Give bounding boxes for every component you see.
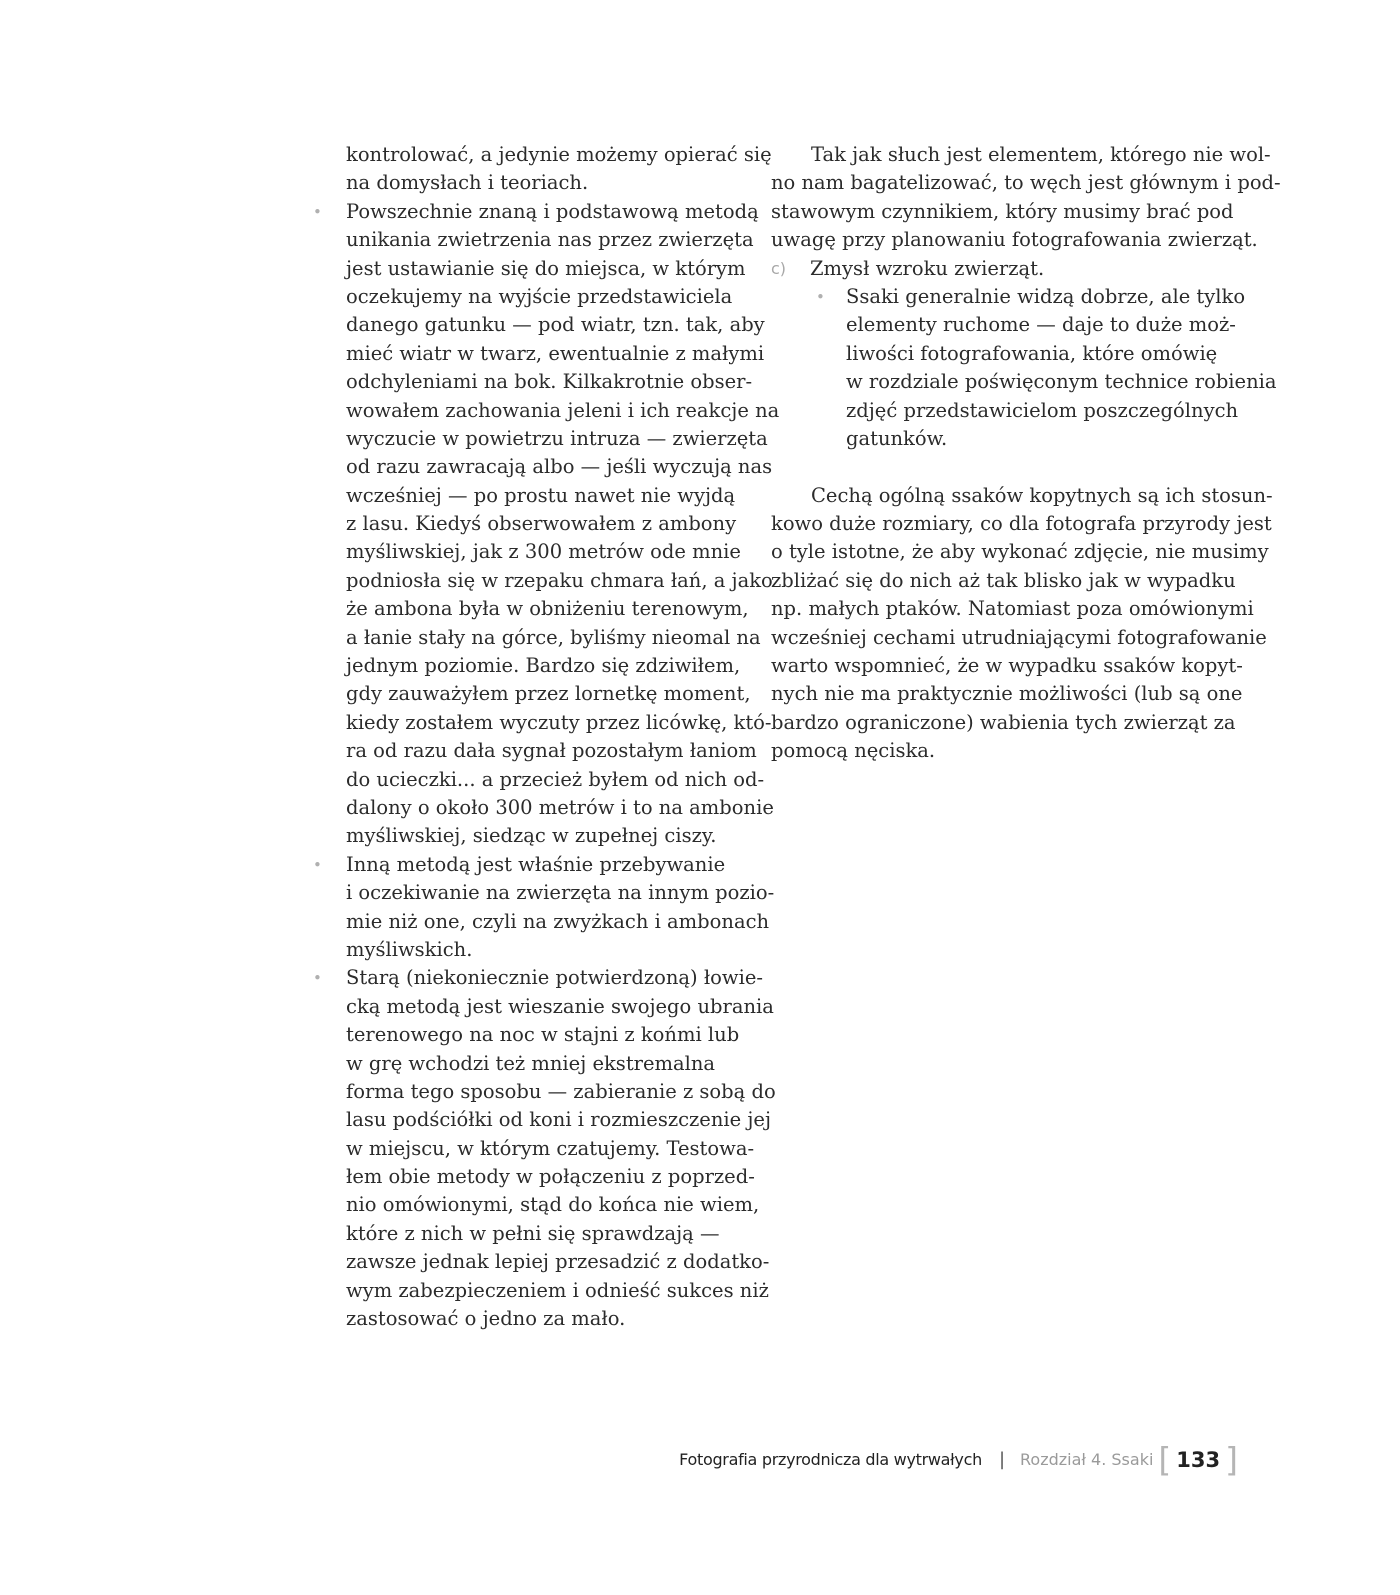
text-line: i oczekiwanie na zwierzęta na innym pozio- xyxy=(346,881,775,905)
text-line: z lasu. Kiedyś obserwowałem z ambony xyxy=(346,512,737,536)
bullet-item-2 xyxy=(313,851,775,965)
text-line: Ssaki generalnie widzą dobrze, ale tylko • xyxy=(771,283,1251,311)
text-line: nio omówionymi, stąd do końca nie wiem, xyxy=(346,1193,760,1217)
bullet-item-3 xyxy=(313,964,776,1333)
text-line: wyczucie w powietrzu intruza — zwierzęta xyxy=(346,426,768,450)
text-line: o tyle istotne, że aby wykonać zdjęcie, nie musimy xyxy=(771,540,1269,564)
text-line: np. małych ptaków. Natomiast poza omówionymi xyxy=(771,597,1254,621)
text-line: nych nie ma praktycznie możliwości (lub są one xyxy=(771,682,1243,706)
text-line: no nam bagatelizować, to węch jest głównym i pod- xyxy=(771,171,1281,195)
bullet-icon: • xyxy=(313,969,322,988)
text-line: pomocą nęciska. xyxy=(771,739,936,763)
text-line: kiedy zostałem wyczuty przez licówkę, któ- xyxy=(346,710,772,734)
sub-bullet-item xyxy=(771,283,1277,453)
text-line: stawowym czynnikiem, który musimy brać pod xyxy=(771,199,1234,223)
text-line: łem obie metody w połączeniu z poprzed- xyxy=(346,1165,755,1189)
page-footer xyxy=(679,1440,1243,1479)
text-line: na domysłach i teoriach. xyxy=(346,171,589,195)
list-item-c xyxy=(771,255,1251,283)
text-line: że ambona była w obniżeniu terenowym, xyxy=(346,597,749,621)
text-line: myśliwskiej, siedząc w zupełnej ciszy. xyxy=(346,824,717,848)
text-line: dalony o około 300 metrów i to na ambonie xyxy=(346,795,774,819)
text-line: liwości fotografowania, które omówię xyxy=(846,341,1218,365)
text-line: w rozdziale poświęconym technice robienia xyxy=(846,370,1277,394)
text-line: zawsze jednak lepiej przesadzić z dodatko- xyxy=(346,1250,770,1274)
text-line: unikania zwietrzenia nas przez zwierzęta xyxy=(346,228,754,252)
footer-separator: | xyxy=(998,1449,1006,1470)
text-line: uwagę przy planowaniu fotografowania zwierząt. xyxy=(771,228,1258,252)
text-line: Inną metodą jest właśnie przebywanie • xyxy=(346,851,746,879)
text-line: odchyleniami na bok. Kilkakrotnie obser- xyxy=(346,370,753,394)
text-line: Cechą ogólną ssaków kopytnych są ich stosun- xyxy=(811,483,1273,507)
page-number: 133 xyxy=(1176,1447,1221,1472)
text-line: jest ustawianie się do miejsca, w którym xyxy=(346,256,746,280)
text-line: myśliwskich. xyxy=(346,937,473,961)
text-line: elementy ruchome — daje to duże moż- xyxy=(846,313,1236,337)
text-line: terenowego na noc w stajni z końmi lub xyxy=(346,1023,740,1047)
text-line: gdy zauważyłem przez lornetkę moment, xyxy=(346,682,751,706)
text-line: gatunków. xyxy=(846,426,948,450)
text-line: wcześniej cechami utrudniającymi fotografowanie xyxy=(771,625,1267,649)
text-line: forma tego sposobu — zabieranie z sobą do xyxy=(346,1079,776,1103)
text-line: lasu podściółki od koni i rozmieszczenie jej xyxy=(346,1108,772,1132)
text-line: oczekujemy na wyjście przedstawiciela xyxy=(346,284,733,308)
text-line: zastosować o jedno za mało. xyxy=(346,1307,626,1331)
footer-chapter: Rozdział 4. Ssaki xyxy=(1020,1450,1154,1469)
bracket-open: [ xyxy=(1158,1440,1172,1479)
text-line: bardzo ograniczone) wabienia tych zwierząt za xyxy=(771,710,1236,734)
text-line: od razu zawracają albo — jeśli wyczują nas xyxy=(346,455,773,479)
text-line: kontrolować, a jedynie możemy opierać się xyxy=(346,143,772,166)
text-line: cką metodą jest wieszanie swojego ubrania xyxy=(346,994,774,1018)
text-line: jednym poziomie. Bardzo się zdziwiłem, xyxy=(346,654,741,678)
text-line: zbliżać się do nich aż tak blisko jak w wypadku xyxy=(771,568,1236,592)
text-line: które z nich w pełni się sprawdzają — xyxy=(346,1221,720,1245)
bullet-icon: • xyxy=(313,855,322,874)
text-line: w grę wchodzi też mniej ekstremalna xyxy=(346,1051,716,1075)
text-line: Tak jak słuch jest elementem, którego nie wol- xyxy=(811,143,1271,166)
text-line: a łanie stały na górce, byliśmy nieomal na xyxy=(346,625,761,649)
paragraph-ungulates xyxy=(771,482,1273,766)
right-column xyxy=(771,141,1281,766)
text-line: w miejscu, w którym czatujemy. Testowa- xyxy=(346,1136,755,1160)
text-line: Powszechnie znaną i podstawową metodą • xyxy=(346,198,746,226)
footer-book-title: Fotografia przyrodnicza dla wytrwałych xyxy=(679,1450,982,1469)
text-line: wowałem zachowania jeleni i ich reakcje na xyxy=(346,398,780,422)
bullet-icon: • xyxy=(816,287,825,306)
bullet-icon: • xyxy=(313,202,322,221)
text-line: myśliwskiej, jak z 300 metrów ode mnie xyxy=(346,540,741,564)
text-line: kowo duże rozmiary, co dla fotografa przyrody jest xyxy=(771,512,1272,536)
text-line: podniosła się w rzepaku chmara łań, a jako xyxy=(346,568,773,592)
list-item-c-text: Zmysł wzroku zwierząt. xyxy=(810,256,1045,280)
text-line: mie niż one, czyli na zwyżkach i ambonach xyxy=(346,909,770,933)
text-line: danego gatunku — pod wiatr, tzn. tak, aby xyxy=(346,313,765,337)
text-line: zdjęć przedstawicielom poszczególnych xyxy=(846,398,1239,422)
text-line: do ucieczki... a przecież byłem od nich od- xyxy=(346,767,765,791)
text-line: ra od razu dała sygnał pozostałym łaniom xyxy=(346,739,757,763)
text-line: wcześniej — po prostu nawet nie wyjdą xyxy=(346,483,736,507)
bracket-close: ] xyxy=(1225,1440,1238,1479)
text-line: warto wspomnieć, że w wypadku ssaków kopyt- xyxy=(771,654,1243,678)
text-line: mieć wiatr w twarz, ewentualnie z małymi xyxy=(346,341,765,365)
paragraph-smell xyxy=(771,141,1281,255)
text-line: wym zabezpieczeniem i odnieść sukces niż xyxy=(346,1278,769,1302)
list-marker-c: c) xyxy=(771,258,787,278)
left-column xyxy=(313,141,780,1333)
bullet-item-1 xyxy=(313,198,780,851)
text-line: Starą (niekoniecznie potwierdzoną) łowie- • xyxy=(346,964,746,992)
